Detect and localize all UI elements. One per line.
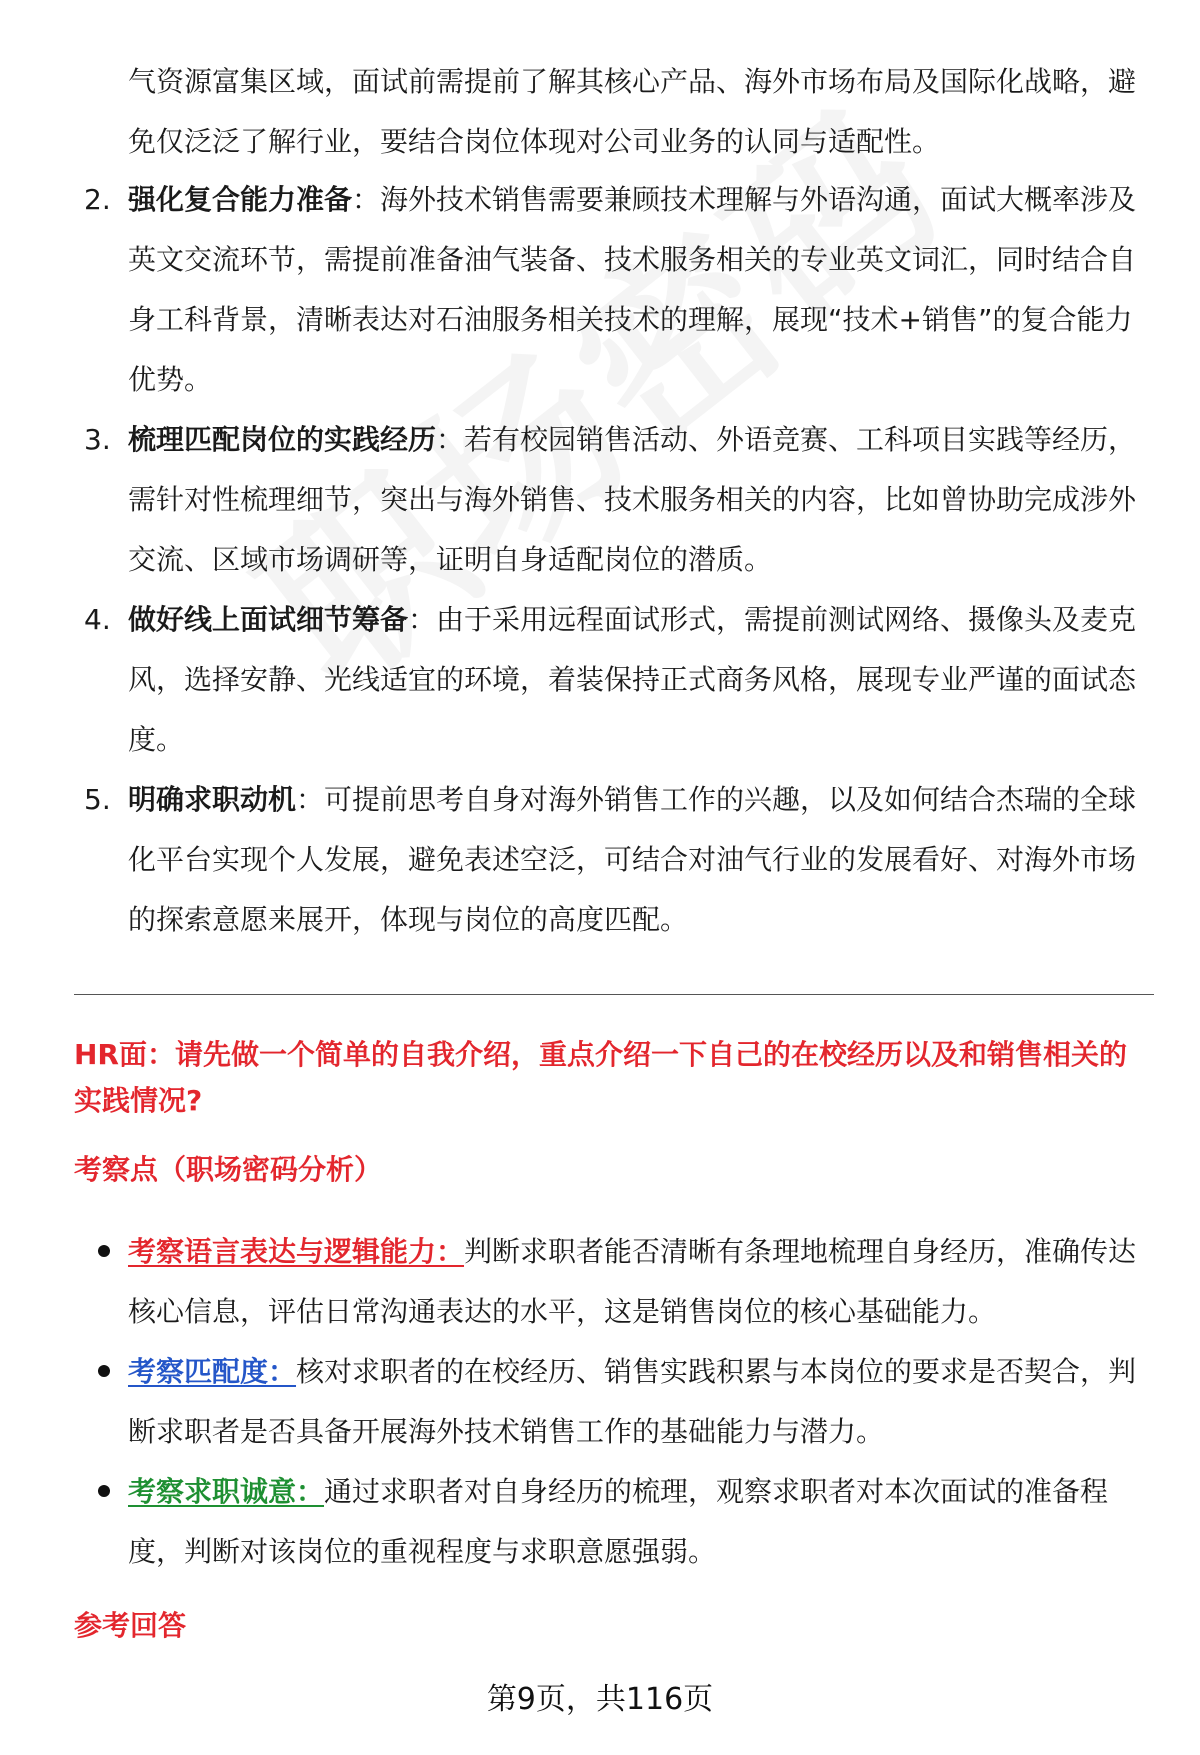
hr-question: HR面：请先做一个简单的自我介绍，重点介绍一下自己的在校经历以及和销售相关的实践情况? (74, 1038, 1127, 1117)
point-key: 考察匹配度： (128, 1355, 297, 1388)
bullet-icon (98, 1365, 110, 1377)
list-item (84, 1342, 1154, 1462)
point-key: 考察求职诚意： (128, 1475, 325, 1508)
section-divider (74, 994, 1154, 995)
continuation-paragraph: 气资源富集区域，面试前需提前了解其核心产品、海外市场布局及国际化战略，避免仅泛泛了解行业，要结合岗位体现对公司业务的认同与适配性。 (128, 65, 1137, 158)
page-footer: 第9页，共116页 (486, 1682, 714, 1717)
item-title: 梳理匹配岗位的实践经历 (128, 423, 437, 456)
item-number: 5. (84, 783, 111, 816)
point-text: 核对求职者的在校经历、销售实践积累与本岗位的要求是否契合，判断求职者是否具备开展海外技术销售工作的基础能力与潜力。 (128, 1355, 1137, 1448)
item-text: ：若有校园销售活动、外语竞赛、工科项目实践等经历，需针对性梳理细节，突出与海外销售、技术服务相关的内容，比如曾协助完成涉外交流、区域市场调研等，证明自身适配岗位的潜质。 (128, 423, 1137, 576)
section-title: 考察点（职场密码分析） (74, 1153, 383, 1186)
points-list (84, 1222, 1154, 1582)
item-title: 强化复合能力准备 (128, 183, 353, 216)
item-text: ：可提前思考自身对海外销售工作的兴趣，以及如何结合杰瑞的全球化平台实现个人发展，避免表述空泛，可结合对油气行业的发展看好、对海外市场的探索意愿来展开，体现与岗位的高度匹配。 (128, 783, 1137, 936)
list-item (84, 770, 1154, 950)
tips-list (84, 170, 1154, 950)
item-text: ：海外技术销售需要兼顾技术理解与外语沟通，面试大概率涉及英文交流环节，需提前准备油气装备、技术服务相关的专业英文词汇，同时结合自身工科背景，清晰表达对石油服务相关技术的理解，展现“技术+销售”的复合能力优势。 (128, 183, 1137, 396)
item-title: 明确求职动机 (128, 783, 297, 816)
point-key: 考察语言表达与逻辑能力： (128, 1235, 465, 1268)
list-item (84, 590, 1154, 770)
list-item (84, 1462, 1154, 1582)
list-item (84, 170, 1154, 410)
bullet-icon (98, 1245, 110, 1257)
answer-title: 参考回答 (74, 1609, 187, 1642)
list-item (84, 410, 1154, 590)
point-text: 判断求职者能否清晰有条理地梳理自身经历，准确传达核心信息，评估日常沟通表达的水平，这是销售岗位的核心基础能力。 (128, 1235, 1137, 1328)
item-number: 2. (84, 183, 111, 216)
item-text: ：由于采用远程面试形式，需提前测试网络、摄像头及麦克风，选择安静、光线适宜的环境，着装保持正式商务风格，展现专业严谨的面试态度。 (128, 603, 1137, 756)
item-number: 4. (84, 603, 111, 636)
bullet-icon (98, 1485, 110, 1497)
item-title: 做好线上面试细节筹备 (128, 603, 409, 636)
item-number: 3. (84, 423, 111, 456)
point-text: 通过求职者对自身经历的梳理，观察求职者对本次面试的准备程度，判断对该岗位的重视程度与求职意愿强弱。 (128, 1475, 1109, 1568)
list-item (84, 1222, 1154, 1342)
